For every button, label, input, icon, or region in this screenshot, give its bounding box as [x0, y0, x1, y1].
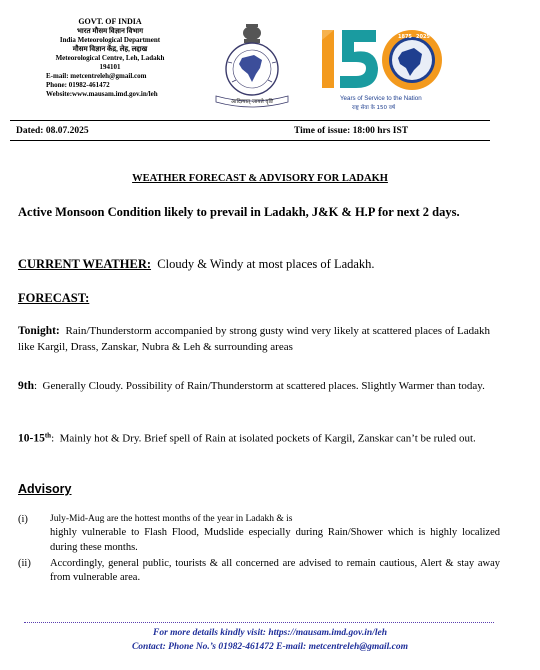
anniversary-year-start: 1875: [398, 34, 412, 40]
govt-label: GOVT. OF INDIA: [78, 17, 142, 26]
imd-logo-motto: आदित्यात् जायते वृष्टि: [230, 99, 274, 105]
tonight-label: Tonight:: [18, 325, 60, 337]
advisory-item-line: highly vulnerable to Flash Flood, Mudslide especially during Rain/Shower which is highly localized during these months.: [50, 527, 500, 553]
day10-label: 10-15: [18, 432, 45, 445]
forecast-heading: FORECAST:: [18, 291, 90, 305]
anniversary-hindi-text: राष्ट्र सेवा के 150 वर्ष: [352, 105, 396, 111]
footer-website-line: For more details kindly visit: https://mausam.imd.gov.in/leh: [153, 628, 387, 638]
pin-code: 194101: [99, 63, 121, 72]
mc-english-name: Meteorological Centre, Leh, Ladakh: [55, 54, 165, 63]
advisory-item-number: (i): [18, 514, 28, 525]
header-email: E-mail: metcentreleh@gmail.com: [46, 72, 147, 80]
issue-date: Dated: 08.07.2025: [16, 126, 89, 136]
forecast-tonight: [18, 323, 493, 356]
issue-time: Time of issue: 18:00 hrs IST: [294, 126, 409, 136]
header-website: Website:www.mausam.imd.gov.in/leh: [46, 89, 158, 98]
imd-hindi-name: भारत मौसम विज्ञान विभाग: [76, 27, 144, 36]
header-phone: Phone: 01982-461472: [46, 80, 110, 89]
anniversary-year-end: 2025: [416, 34, 430, 40]
footer-contact-line: Contact: Phone No.’s 01982-461472 E-mail: metcentreleh@gmail.com: [131, 642, 409, 652]
anniversary-150-logo-icon: [318, 20, 450, 116]
imd-english-name: India Meteorological Department: [59, 36, 161, 45]
advisory-item-number: (ii): [18, 558, 31, 569]
imd-logo-icon: [202, 22, 302, 110]
day10-text: : Mainly hot & Dry. Brief spell of Rain at isolated pockets of Kargil, Zanskar can’t be ruled out.: [51, 432, 476, 445]
current-weather-label: CURRENT WEATHER:: [18, 257, 152, 271]
day10-sup: th: [44, 431, 52, 439]
monsoon-headline: Active Monsoon Condition likely to prevail in Ladakh, J&K & H.P for next 2 days.: [18, 205, 460, 219]
forecast-day-10-15: [18, 430, 490, 448]
mc-hindi-name: मौसम विज्ञान केंद्र, लेह, लद्दाख: [72, 45, 148, 54]
advisory-item-line: Accordingly, general public, tourists & all concerned are advised to remain cautious, Alert & stay away from vulnerable area.: [50, 558, 500, 584]
advisory-item-line: July-Mid-Aug are the hottest months of the year in Ladakh & is: [50, 514, 293, 524]
day9-text: : Generally Cloudy. Possibility of Rain/Thunderstorm at scattered places. Slightly Warmer than today.: [33, 380, 485, 392]
tonight-text: Rain/Thunderstorm accompanied by strong gusty wind very likely at scattered places of Ladakh like Kargil, Drass, Zanskar, Nubra & Leh & surrounding areas: [18, 325, 493, 353]
day9-label: 9th: [18, 380, 34, 392]
forecast-day-9: [18, 378, 490, 395]
header-bottom-rule: [10, 140, 490, 141]
current-weather-text: Cloudy & Windy at most places of Ladakh.: [151, 257, 375, 271]
current-weather-line: [18, 256, 490, 274]
advisory-item: [18, 513, 500, 555]
advisory-item: [18, 557, 500, 586]
document-title: WEATHER FORECAST & ADVISORY FOR LADAKH: [132, 173, 388, 184]
footer-divider: [24, 622, 494, 623]
advisory-heading: Advisory: [18, 482, 72, 496]
header-top-rule: [10, 120, 490, 121]
anniversary-years-text: Years of Service to the Nation: [340, 95, 422, 102]
office-address-block: [40, 17, 180, 99]
